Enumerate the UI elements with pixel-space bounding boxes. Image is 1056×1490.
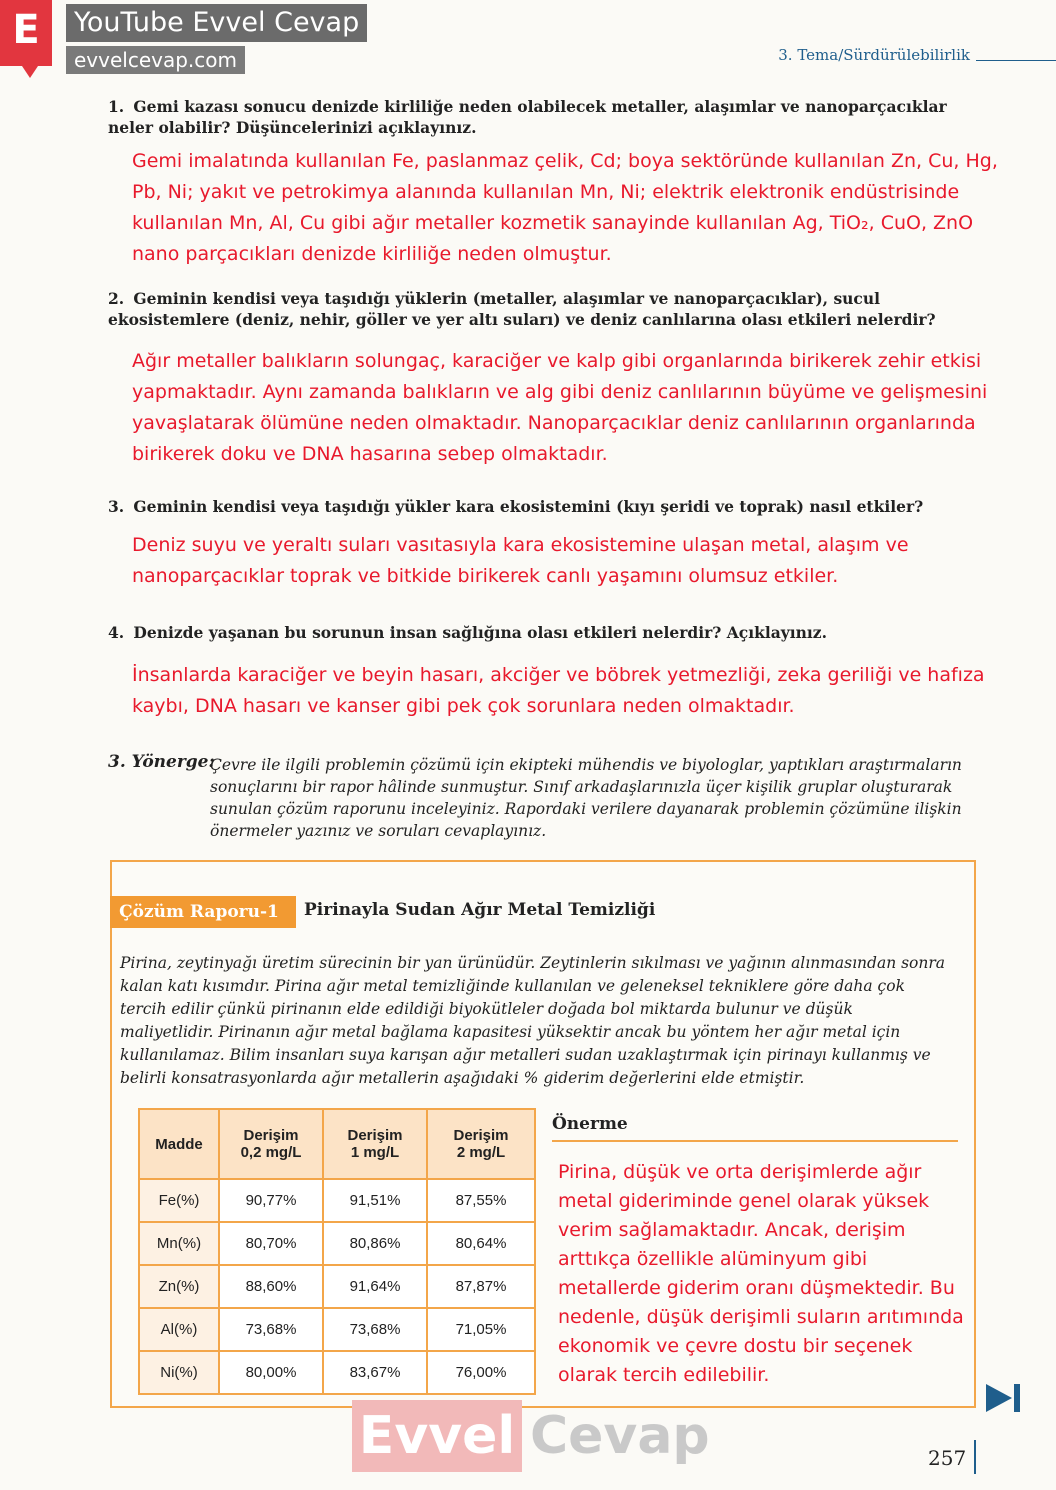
table-cell: Mn(%) [139, 1222, 219, 1265]
table-header-row [139, 1109, 535, 1179]
instruction-label: 3. Yönerge: [108, 752, 215, 772]
table-cell: 91,51% [323, 1179, 427, 1222]
table-header: Derişim 2 mg/L [427, 1109, 535, 1179]
question-3 [108, 496, 978, 517]
table-cell: 73,68% [219, 1308, 323, 1351]
question-number: 2. [108, 289, 125, 308]
table-header: Derişim 1 mg/L [323, 1109, 427, 1179]
answer-1: Gemi imalatında kullanılan Fe, paslanmaz çelik, Cd; boya sektöründe kullanılan Zn, Cu, Hg, Pb, Ni; yakıt ve petrokimya alanında kullanılan Mn, Ni; elektrik elektronik endüstrisinde kullanılan Mn, Al, Cu gibi ağır metaller kozmetik sanayinde kullanılan Ag, TiO₂, CuO, ZnO nano parçacıkları denizde kirliliğe neden olmuştur. [132, 150, 998, 265]
table-cell: 83,67% [323, 1351, 427, 1394]
question-2 [108, 288, 978, 330]
question-number: 1. [108, 97, 125, 116]
table-cell: 71,05% [427, 1308, 535, 1351]
table-cell: Fe(%) [139, 1179, 219, 1222]
question-4 [108, 622, 978, 643]
table-cell: 73,68% [323, 1308, 427, 1351]
table-cell: 80,86% [323, 1222, 427, 1265]
table-cell: 80,70% [219, 1222, 323, 1265]
footer-brand-cevap: Cevap [530, 1406, 710, 1466]
table-cell: 80,00% [219, 1351, 323, 1394]
table-cell: 90,77% [219, 1179, 323, 1222]
brand-title: YouTube Evvel Cevap [66, 4, 367, 42]
table-cell: 87,87% [427, 1265, 535, 1308]
table-cell: 76,00% [427, 1351, 535, 1394]
table-row [139, 1308, 535, 1351]
question-text: Gemi kazası sonucu denizde kirliliğe neden olabilecek metaller, alaşımlar ve nanoparçacıklar neler olabilir? Düşüncelerinizi açıklayınız. [108, 97, 947, 137]
onerme-label: Önerme [552, 1114, 628, 1134]
report-tag-notch [288, 896, 296, 928]
question-number: 3. [108, 497, 125, 516]
next-page-icon[interactable] [986, 1384, 1022, 1412]
section-header: 3. Tema/Sürdürülebilirlik [778, 46, 970, 64]
brand-logo: E [0, 0, 52, 66]
report-title: Pirinayla Sudan Ağır Metal Temizliği [304, 900, 656, 920]
answer-4: İnsanlarda karaciğer ve beyin hasarı, akciğer ve böbrek yetmezliği, zeka geriliği ve hafıza kaybı, DNA hasarı ve kanser gibi pek çok sorunlara neden olmaktadır. [132, 664, 985, 717]
table-cell: 91,64% [323, 1265, 427, 1308]
table-cell: 87,55% [427, 1179, 535, 1222]
question-text: Geminin kendisi veya taşıdığı yüklerin (metaller, alaşımlar ve nanoparçacıklar), sucul ekosistemlere (deniz, nehir, göller ve yer altı suları) ve deniz canlılarına olası etkileri nelerdir? [108, 289, 936, 329]
report-text: Pirina, zeytinyağı üretim sürecinin bir yan ürünüdür. Zeytinlerin sıkılması ve yağının alınmasından sonra kalan katı kısımdır. Pirina ağır metal temizliğinde kullanılan ve geleneksel tekniklere göre daha çok tercih edilir çünkü pirinanın elde edildiği biyokütleler doğada bol miktarda bulunur ve düşük maliyetlidir. Pirinanın ağır metal bağlama kapasitesi yüksektir ancak bu yöntem her ağır metal için kullanılamaz. Bilim insanları suya karışan ağır metalleri sudan uzaklaştırmak için pirinayı kullanmış ve belirli konsatrasyonlarda ağır metallerin aşağıdaki % giderim değerlerini elde etmiştir. [120, 954, 946, 1087]
table-cell: Zn(%) [139, 1265, 219, 1308]
table-header: Derişim 0,2 mg/L [219, 1109, 323, 1179]
table-cell: 88,60% [219, 1265, 323, 1308]
table-row [139, 1351, 535, 1394]
instruction-text: Çevre ile ilgili problemin çözümü için ekipteki mühendis ve biyologlar, yaptıkları araştırmaların sonuçlarını bir rapor hâlinde sunmuştur. Sınıf arkadaşlarınızla üçer kişilik gruplar oluşturarak sunulan çözüm raporunu inceleyiniz. Rapordaki verilere dayanarak problemin çözümüne ilişkin önermeler yazınız ve soruları cevaplayınız. [210, 756, 962, 840]
question-1 [108, 96, 978, 138]
question-text: Geminin kendisi veya taşıdığı yükler kara ekosistemini (kıyı şeridi ve toprak) nasıl etkiler? [133, 497, 924, 516]
table-cell: Al(%) [139, 1308, 219, 1351]
onerme-rule [552, 1140, 958, 1142]
brand-site[interactable]: evvelcevap.com [66, 46, 245, 74]
question-text: Denizde yaşanan bu sorunun insan sağlığına olası etkileri nelerdir? Açıklayınız. [133, 623, 828, 642]
table-header: Madde [139, 1109, 219, 1179]
onerme-answer: Pirina, düşük ve orta derişimlerde ağır metal gideriminde genel olarak yüksek verim sağlamaktadır. Ancak, derişim arttıkça özellikle alüminyum gibi metallerde giderim oranı düşmektedir. Bu nedenle, düşük derişimli suların arıtımında ekonomik ve çevre dostu bir seçenek olarak tercih edilebilir. [558, 1161, 964, 1386]
answer-2: Ağır metaller balıkların solungaç, karaciğer ve kalp gibi organlarında birikerek zehir etkisi yapmaktadır. Aynı zamanda balıkların ve alg gibi deniz canlılarının büyüme ve gelişmesini yavaşlatarak ölümüne neden olmaktadır. Nanoparçacıklar deniz canlılarının organlarında birikerek doku ve DNA hasarına sebep olmaktadır. [132, 350, 988, 465]
page-number: 257 [928, 1446, 967, 1470]
table-row [139, 1179, 535, 1222]
answer-3: Deniz suyu ve yeraltı suları vasıtasıyla kara ekosistemine ulaşan metal, alaşım ve nanoparçacıklar toprak ve bitkide birikerek canlı yaşamını olumsuz etkiler. [132, 534, 909, 587]
table-cell: 80,64% [427, 1222, 535, 1265]
removal-table [138, 1108, 536, 1395]
page-number-rule [974, 1440, 976, 1474]
table-row [139, 1222, 535, 1265]
footer-brand-evvel: Evvel [352, 1400, 522, 1472]
header-rule [976, 60, 1056, 61]
report-tag: Çözüm Raporu-1 [110, 896, 288, 928]
table-row [139, 1265, 535, 1308]
table-cell: Ni(%) [139, 1351, 219, 1394]
question-number: 4. [108, 623, 125, 642]
